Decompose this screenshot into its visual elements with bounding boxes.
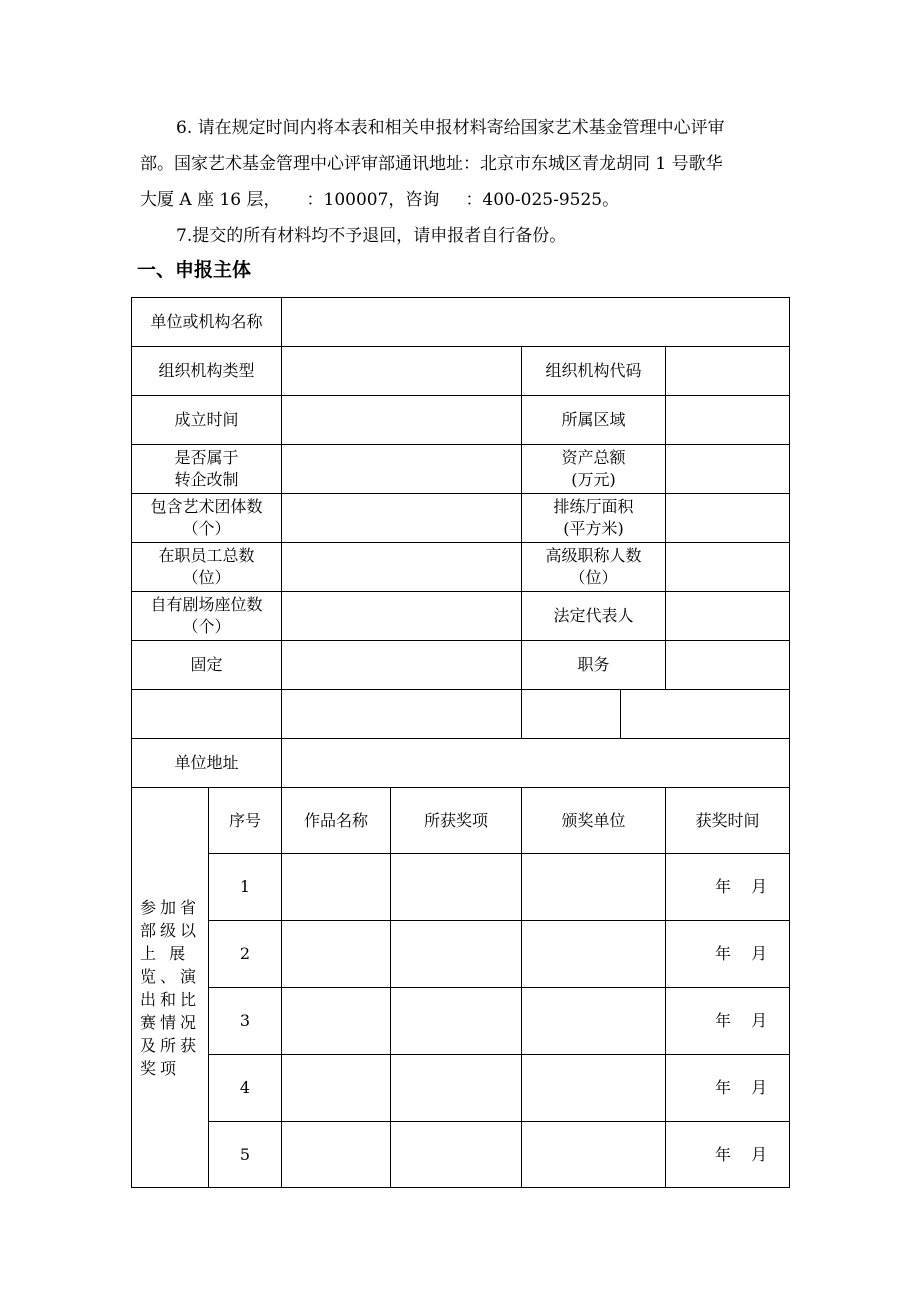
work-name-field[interactable]	[282, 921, 391, 988]
work-name-field[interactable]	[282, 854, 391, 921]
note-postcode: ：100007，咨询	[306, 190, 440, 210]
reform-field[interactable]	[282, 445, 522, 494]
legal-rep-field[interactable]	[666, 592, 790, 641]
staff-label-line-2: （位）	[182, 568, 231, 587]
seats-label-line-1: 自有剧场座位数	[150, 595, 263, 614]
awards-side-label: 参加省部级以上 展览、演出和比赛情况及所获奖项	[132, 788, 209, 1188]
work-name-field[interactable]	[282, 1055, 391, 1122]
legal-rep-label: 法定代表人	[522, 592, 666, 641]
section-heading: 一、申报主体	[137, 259, 252, 281]
rehearsal-area-label	[522, 494, 666, 543]
header-work-name: 作品名称	[282, 788, 391, 854]
troupes-label-line-2: （个）	[182, 519, 231, 538]
org-type-label: 组织机构类型	[132, 347, 282, 396]
position-field[interactable]	[666, 641, 790, 690]
year-text: 年	[715, 1011, 732, 1030]
fixed-phone-field[interactable]	[282, 641, 522, 690]
award-date-field[interactable]	[666, 1122, 790, 1188]
fixed-phone-label: 固定	[132, 641, 282, 690]
address-label: 单位地址	[132, 739, 282, 788]
blank-cell[interactable]	[621, 690, 790, 739]
work-name-field[interactable]	[282, 1122, 391, 1188]
table-row	[132, 988, 790, 1055]
month-text: 月	[751, 1011, 768, 1030]
row-number: 4	[209, 1055, 282, 1122]
award-date-field[interactable]	[666, 1055, 790, 1122]
issuer-field[interactable]	[522, 921, 666, 988]
year-text: 年	[715, 1078, 732, 1097]
row-number: 1	[209, 854, 282, 921]
note-item-6-line-2: 部。国家艺术基金管理中心评审部通讯地址：北京市东城区青龙胡同 1 号歌华	[140, 154, 723, 174]
senior-label-line-2: （位）	[569, 568, 618, 587]
region-field[interactable]	[666, 396, 790, 445]
senior-title-label	[522, 543, 666, 592]
seats-label-line-2: （个）	[182, 617, 231, 636]
address-field[interactable]	[282, 739, 790, 788]
year-text: 年	[715, 944, 732, 963]
row-number: 2	[209, 921, 282, 988]
award-field[interactable]	[391, 1055, 522, 1122]
blank-cell[interactable]	[522, 690, 621, 739]
seats-label	[132, 592, 282, 641]
staff-label-line-1: 在职员工总数	[158, 546, 255, 565]
table-row	[132, 1122, 790, 1188]
header-no: 序号	[209, 788, 282, 854]
table-row	[132, 921, 790, 988]
troupes-label-line-1: 包含艺术团体数	[150, 497, 263, 516]
rehearsal-label-line-2: (平方米)	[563, 519, 624, 538]
application-form-table	[131, 297, 790, 1188]
table-row	[132, 854, 790, 921]
year-text: 年	[715, 1144, 732, 1164]
note-item-6-line-1: 6. 请在规定时间内将本表和相关申报材料寄给国家艺术基金管理中心评审	[176, 118, 725, 138]
award-date-field[interactable]	[666, 988, 790, 1055]
founded-label: 成立时间	[132, 396, 282, 445]
note-phone: ：400-025-9525。	[465, 190, 620, 210]
assets-label-line-2: (万元)	[571, 470, 616, 489]
troupes-label	[132, 494, 282, 543]
org-code-field[interactable]	[666, 347, 790, 396]
rehearsal-label-line-1: 排练厅面积	[553, 497, 634, 516]
row-number: 5	[209, 1122, 282, 1188]
row-number: 3	[209, 988, 282, 1055]
month-text: 月	[751, 877, 768, 896]
header-issuer: 颁奖单位	[522, 788, 666, 854]
award-field[interactable]	[391, 854, 522, 921]
org-code-label: 组织机构代码	[522, 347, 666, 396]
staff-field[interactable]	[282, 543, 522, 592]
org-name-field[interactable]	[282, 298, 790, 347]
award-date-field[interactable]	[666, 921, 790, 988]
award-field[interactable]	[391, 1122, 522, 1188]
org-type-field[interactable]	[282, 347, 522, 396]
staff-label	[132, 543, 282, 592]
year-text: 年	[715, 877, 732, 896]
issuer-field[interactable]	[522, 1122, 666, 1188]
month-text: 月	[751, 944, 768, 963]
rehearsal-area-field[interactable]	[666, 494, 790, 543]
table-row	[132, 1055, 790, 1122]
note-item-7: 7.提交的所有材料均不予退回，请申报者自行备份。	[176, 226, 567, 246]
header-date: 获奖时间	[666, 788, 790, 854]
assets-label-line-1: 资产总额	[561, 448, 626, 467]
position-label: 职务	[522, 641, 666, 690]
senior-label-line-1: 高级职称人数	[545, 546, 642, 565]
issuer-field[interactable]	[522, 854, 666, 921]
month-text: 月	[751, 1078, 768, 1097]
award-field[interactable]	[391, 988, 522, 1055]
month-text: 月	[751, 1144, 768, 1164]
assets-field[interactable]	[666, 445, 790, 494]
issuer-field[interactable]	[522, 1055, 666, 1122]
issuer-field[interactable]	[522, 988, 666, 1055]
senior-title-field[interactable]	[666, 543, 790, 592]
blank-cell[interactable]	[282, 690, 522, 739]
note-address-end: 大厦 A 座 16 层，	[140, 190, 281, 210]
region-label: 所属区域	[522, 396, 666, 445]
award-date-field[interactable]	[666, 854, 790, 921]
blank-cell[interactable]	[132, 690, 282, 739]
award-field[interactable]	[391, 921, 522, 988]
seats-field[interactable]	[282, 592, 522, 641]
reform-label	[132, 445, 282, 494]
work-name-field[interactable]	[282, 988, 391, 1055]
note-item-6-line-3	[140, 182, 785, 218]
reform-label-line-2: 转企改制	[174, 470, 239, 489]
header-award: 所获奖项	[391, 788, 522, 854]
assets-label	[522, 445, 666, 494]
reform-label-line-1: 是否属于	[174, 448, 239, 467]
founded-field[interactable]	[282, 396, 522, 445]
org-name-label: 单位或机构名称	[132, 298, 282, 347]
troupes-field[interactable]	[282, 494, 522, 543]
